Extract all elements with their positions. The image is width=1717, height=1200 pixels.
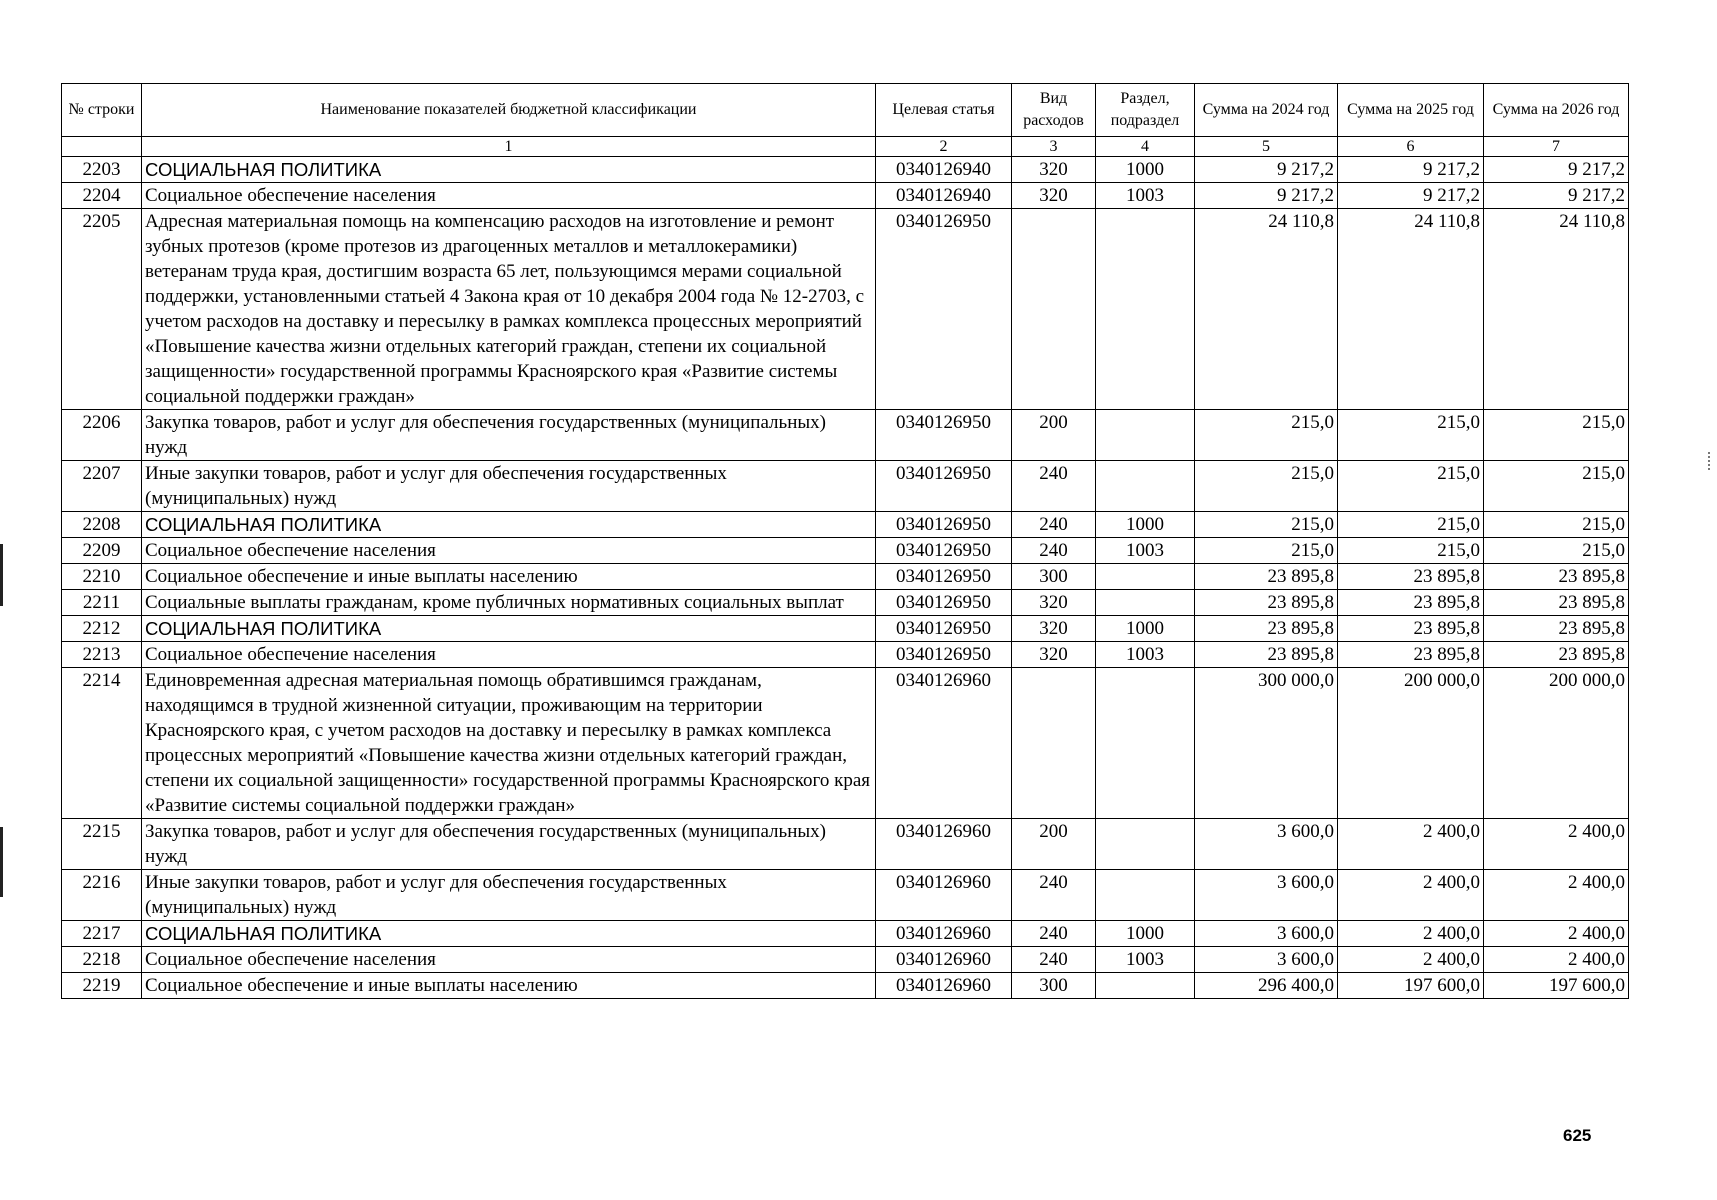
- row-section: 1000: [1096, 616, 1195, 642]
- row-sum-2025: 24 110,8: [1338, 209, 1484, 410]
- table-row: [62, 209, 1629, 410]
- row-name: Иные закупки товаров, работ и услуг для обеспечения государственных (муниципальных) нужд: [142, 870, 876, 921]
- table-row: [62, 183, 1629, 209]
- row-kind: 300: [1012, 973, 1096, 999]
- row-number: 2215: [62, 819, 142, 870]
- row-number: 2217: [62, 921, 142, 947]
- row-number: 2210: [62, 564, 142, 590]
- row-sum-2024: 23 895,8: [1195, 616, 1338, 642]
- row-kind: [1012, 209, 1096, 410]
- header-kind: Вид расходов: [1012, 84, 1096, 137]
- scan-artifact: [0, 827, 3, 897]
- row-sum-2026: 23 895,8: [1484, 642, 1629, 668]
- row-target: 0340126950: [876, 538, 1012, 564]
- row-number: 2213: [62, 642, 142, 668]
- row-number: 2214: [62, 668, 142, 819]
- row-sum-2026: 215,0: [1484, 461, 1629, 512]
- table-row: [62, 973, 1629, 999]
- row-section: 1000: [1096, 512, 1195, 538]
- row-kind: 240: [1012, 870, 1096, 921]
- row-number: 2216: [62, 870, 142, 921]
- row-sum-2025: 200 000,0: [1338, 668, 1484, 819]
- table-row: [62, 947, 1629, 973]
- row-number: 2206: [62, 410, 142, 461]
- row-section: [1096, 461, 1195, 512]
- row-sum-2026: 2 400,0: [1484, 870, 1629, 921]
- row-target: 0340126950: [876, 590, 1012, 616]
- table-row: [62, 461, 1629, 512]
- row-sum-2025: 23 895,8: [1338, 616, 1484, 642]
- row-sum-2025: 215,0: [1338, 512, 1484, 538]
- row-target: 0340126950: [876, 616, 1012, 642]
- header-name: Наименование показателей бюджетной классификации: [142, 84, 876, 137]
- table-row: [62, 921, 1629, 947]
- row-sum-2026: 2 400,0: [1484, 921, 1629, 947]
- row-kind: 240: [1012, 512, 1096, 538]
- row-section: 1003: [1096, 947, 1195, 973]
- column-index: 7: [1484, 137, 1629, 157]
- row-number: 2203: [62, 157, 142, 183]
- row-sum-2024: 300 000,0: [1195, 668, 1338, 819]
- table-row: [62, 564, 1629, 590]
- row-sum-2024: 215,0: [1195, 538, 1338, 564]
- row-name: Социальное обеспечение и иные выплаты населению: [142, 973, 876, 999]
- column-index-row: [62, 137, 1629, 157]
- row-number: 2211: [62, 590, 142, 616]
- row-number: 2219: [62, 973, 142, 999]
- row-sum-2024: 23 895,8: [1195, 642, 1338, 668]
- row-sum-2025: 215,0: [1338, 538, 1484, 564]
- header-target: Целевая статья: [876, 84, 1012, 137]
- column-index: [62, 137, 142, 157]
- row-name: Закупка товаров, работ и услуг для обеспечения государственных (муниципальных) нужд: [142, 410, 876, 461]
- row-name: СОЦИАЛЬНАЯ ПОЛИТИКА: [142, 157, 876, 183]
- row-sum-2025: 197 600,0: [1338, 973, 1484, 999]
- row-kind: 200: [1012, 819, 1096, 870]
- row-sum-2024: 215,0: [1195, 410, 1338, 461]
- row-kind: 320: [1012, 642, 1096, 668]
- row-target: 0340126950: [876, 564, 1012, 590]
- row-number: 2208: [62, 512, 142, 538]
- row-name: СОЦИАЛЬНАЯ ПОЛИТИКА: [142, 512, 876, 538]
- row-sum-2024: 3 600,0: [1195, 819, 1338, 870]
- row-section: 1000: [1096, 157, 1195, 183]
- column-index: 4: [1096, 137, 1195, 157]
- header-row-no: № строки: [62, 84, 142, 137]
- row-sum-2026: 197 600,0: [1484, 973, 1629, 999]
- header-sum-2026: Сумма на 2026 год: [1484, 84, 1629, 137]
- row-sum-2024: 23 895,8: [1195, 590, 1338, 616]
- column-index: 5: [1195, 137, 1338, 157]
- row-sum-2025: 2 400,0: [1338, 921, 1484, 947]
- table-row: [62, 590, 1629, 616]
- row-kind: 240: [1012, 538, 1096, 564]
- row-kind: 240: [1012, 921, 1096, 947]
- row-section: [1096, 410, 1195, 461]
- row-number: 2207: [62, 461, 142, 512]
- row-sum-2024: 215,0: [1195, 461, 1338, 512]
- row-sum-2026: 9 217,2: [1484, 183, 1629, 209]
- row-kind: 320: [1012, 183, 1096, 209]
- row-kind: [1012, 668, 1096, 819]
- table-row: [62, 616, 1629, 642]
- table-row: [62, 157, 1629, 183]
- row-sum-2025: 215,0: [1338, 410, 1484, 461]
- scan-artifact: [1708, 452, 1710, 472]
- row-sum-2026: 200 000,0: [1484, 668, 1629, 819]
- row-number: 2204: [62, 183, 142, 209]
- table-row: [62, 538, 1629, 564]
- row-target: 0340126960: [876, 921, 1012, 947]
- table-row: [62, 819, 1629, 870]
- row-sum-2024: 23 895,8: [1195, 564, 1338, 590]
- row-sum-2026: 215,0: [1484, 512, 1629, 538]
- row-section: [1096, 590, 1195, 616]
- row-sum-2024: 9 217,2: [1195, 183, 1338, 209]
- table-row: [62, 512, 1629, 538]
- table-row: [62, 410, 1629, 461]
- row-name: Иные закупки товаров, работ и услуг для обеспечения государственных (муниципальных) нужд: [142, 461, 876, 512]
- row-kind: 240: [1012, 947, 1096, 973]
- row-name: Социальное обеспечение населения: [142, 642, 876, 668]
- row-kind: 320: [1012, 590, 1096, 616]
- row-number: 2205: [62, 209, 142, 410]
- row-section: [1096, 564, 1195, 590]
- table-row: [62, 668, 1629, 819]
- row-sum-2026: 215,0: [1484, 538, 1629, 564]
- row-target: 0340126960: [876, 947, 1012, 973]
- scan-artifact: [0, 544, 3, 606]
- row-name: Социальные выплаты гражданам, кроме публичных нормативных социальных выплат: [142, 590, 876, 616]
- row-sum-2025: 2 400,0: [1338, 870, 1484, 921]
- row-sum-2026: 23 895,8: [1484, 590, 1629, 616]
- row-target: 0340126940: [876, 183, 1012, 209]
- row-target: 0340126960: [876, 819, 1012, 870]
- row-number: 2218: [62, 947, 142, 973]
- row-target: 0340126960: [876, 668, 1012, 819]
- row-name: Адресная материальная помощь на компенсацию расходов на изготовление и ремонт зубных протезов (кроме протезов из драгоценных металлов и металлокерамики) ветеранам труда края, достигшим возраста 65 лет, пользующимся мерами социальной поддержки, установленными статьей 4 Закона края от 10 декабря 2004 года № 12-2703, с учетом расходов на доставку и пересылку в рамках комплекса процессных мероприятий «Повышение качества жизни отдельных категорий граждан, степени их социальной защищенности» государственной программы Красноярского края «Развитие системы социальной поддержки граждан»: [142, 209, 876, 410]
- row-section: [1096, 870, 1195, 921]
- column-index: 3: [1012, 137, 1096, 157]
- row-sum-2025: 2 400,0: [1338, 947, 1484, 973]
- row-name: СОЦИАЛЬНАЯ ПОЛИТИКА: [142, 616, 876, 642]
- row-section: [1096, 668, 1195, 819]
- row-kind: 320: [1012, 616, 1096, 642]
- row-target: 0340126950: [876, 642, 1012, 668]
- row-kind: 300: [1012, 564, 1096, 590]
- row-section: [1096, 819, 1195, 870]
- budget-table: [61, 83, 1629, 999]
- header-row: [62, 84, 1629, 137]
- row-target: 0340126940: [876, 157, 1012, 183]
- row-sum-2025: 23 895,8: [1338, 642, 1484, 668]
- row-sum-2024: 296 400,0: [1195, 973, 1338, 999]
- row-name: Социальное обеспечение населения: [142, 183, 876, 209]
- row-section: 1000: [1096, 921, 1195, 947]
- row-section: 1003: [1096, 538, 1195, 564]
- row-sum-2025: 9 217,2: [1338, 183, 1484, 209]
- row-sum-2025: 215,0: [1338, 461, 1484, 512]
- row-section: [1096, 973, 1195, 999]
- row-sum-2025: 23 895,8: [1338, 564, 1484, 590]
- row-sum-2026: 2 400,0: [1484, 947, 1629, 973]
- row-name: СОЦИАЛЬНАЯ ПОЛИТИКА: [142, 921, 876, 947]
- row-name: Закупка товаров, работ и услуг для обеспечения государственных (муниципальных) нужд: [142, 819, 876, 870]
- header-sum-2025: Сумма на 2025 год: [1338, 84, 1484, 137]
- row-sum-2025: 9 217,2: [1338, 157, 1484, 183]
- header-section: Раздел, подраздел: [1096, 84, 1195, 137]
- row-kind: 320: [1012, 157, 1096, 183]
- table-row: [62, 642, 1629, 668]
- row-sum-2024: 3 600,0: [1195, 921, 1338, 947]
- row-name: Социальное обеспечение и иные выплаты населению: [142, 564, 876, 590]
- table-row: [62, 870, 1629, 921]
- row-sum-2025: 23 895,8: [1338, 590, 1484, 616]
- row-target: 0340126960: [876, 870, 1012, 921]
- row-sum-2026: 2 400,0: [1484, 819, 1629, 870]
- row-target: 0340126950: [876, 410, 1012, 461]
- row-section: 1003: [1096, 183, 1195, 209]
- row-sum-2026: 9 217,2: [1484, 157, 1629, 183]
- row-sum-2024: 24 110,8: [1195, 209, 1338, 410]
- row-sum-2024: 9 217,2: [1195, 157, 1338, 183]
- row-section: 1003: [1096, 642, 1195, 668]
- row-target: 0340126950: [876, 512, 1012, 538]
- row-kind: 240: [1012, 461, 1096, 512]
- row-sum-2026: 215,0: [1484, 410, 1629, 461]
- row-name: Единовременная адресная материальная помощь обратившимся гражданам, находящимся в трудной жизненной ситуации, проживающим на территории Красноярского края, с учетом расходов на доставку и пересылку в рамках комплекса процессных мероприятий «Повышение качества жизни отдельных категорий граждан, степени их социальной защищенности» государственной программы Красноярского края «Развитие системы социальной поддержки граждан»: [142, 668, 876, 819]
- column-index: 6: [1338, 137, 1484, 157]
- row-number: 2212: [62, 616, 142, 642]
- row-sum-2026: 24 110,8: [1484, 209, 1629, 410]
- row-target: 0340126960: [876, 973, 1012, 999]
- row-sum-2024: 3 600,0: [1195, 870, 1338, 921]
- page-number: 625: [1563, 1126, 1592, 1145]
- column-index: 2: [876, 137, 1012, 157]
- row-target: 0340126950: [876, 209, 1012, 410]
- row-sum-2024: 3 600,0: [1195, 947, 1338, 973]
- row-number: 2209: [62, 538, 142, 564]
- header-sum-2024: Сумма на 2024 год: [1195, 84, 1338, 137]
- row-name: Социальное обеспечение населения: [142, 947, 876, 973]
- row-sum-2026: 23 895,8: [1484, 616, 1629, 642]
- row-kind: 200: [1012, 410, 1096, 461]
- row-sum-2025: 2 400,0: [1338, 819, 1484, 870]
- column-index: 1: [142, 137, 876, 157]
- row-sum-2024: 215,0: [1195, 512, 1338, 538]
- row-target: 0340126950: [876, 461, 1012, 512]
- row-name: Социальное обеспечение населения: [142, 538, 876, 564]
- row-sum-2026: 23 895,8: [1484, 564, 1629, 590]
- row-section: [1096, 209, 1195, 410]
